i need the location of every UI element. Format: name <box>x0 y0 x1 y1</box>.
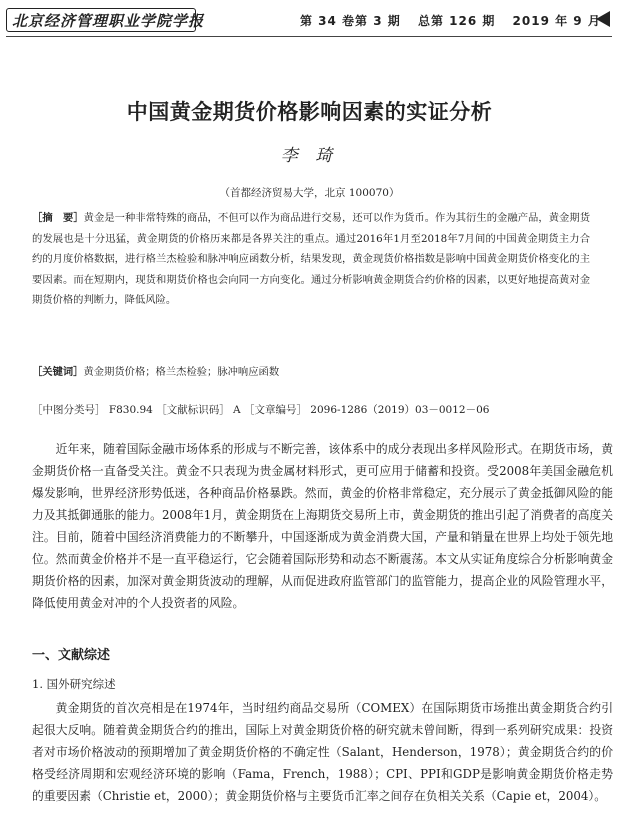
issue-info <box>300 12 613 29</box>
header-divider <box>6 36 612 37</box>
abstract <box>32 208 590 311</box>
journal-name: 北京经济管理职业学院学报 <box>12 12 205 30</box>
abstract-text: 黄金是一种非常特殊的商品，不但可以作为商品进行交易，还可以作为货币。作为其衍生的金融产品，黄金期货的发展也是十分迅猛，黄金期货的价格历来都是各界关注的重点。通过2016年1月至2018年7月间的中国黄金期货主力合约的月度价格数据，进行格兰杰检验和脉冲响应函数分析，结果发现，黄金现货价格指数是影响中国黄金期货价格变化的主要因素。而在短期内，现货和期货价格也会向同一方向变化。通过分析影响黄金期货合约价格的因素，以更好地提高黄对金期货价格的判断力，降低风险。 <box>32 212 590 306</box>
keywords-text: 黄金期货价格；格兰杰检验；脉冲响应函数 <box>83 366 280 378</box>
abstract-label: ［摘 要］ <box>32 212 84 224</box>
date: 2019 年 9 月 <box>512 14 601 28</box>
section-heading: 一、文献综述 <box>32 648 111 663</box>
keywords <box>32 362 590 383</box>
paper-title: 中国黄金期货价格影响因素的实证分析 <box>126 100 493 124</box>
page-header <box>0 0 619 40</box>
body-paragraph-1: 近年来，随着国际金融市场体系的形成与不断完善，该体系中的成分表现出多样风险形式。在期货市场，黄金期货价格一直备受关注。黄金不只表现为贵金属材料形式，更可应用于储蓄和投资。受2008年美国金融危机爆发影响，世界经济形势低迷，各种商品价格暴跌。然而，黄金的价格非常稳定，充分展示了黄金抵御风险的能力及其抵御通胀的能力。2008年1月，黄金期货在上海期货交易所上市，黄金期货的推出引起了消费者的高度关注。目前，随着中国经济消费能力的不断攀升，中国逐渐成为黄金消费大国，产量和销量在世界上均处于领先地位。然而黄金价格并不是一直平稳运行，它会随着国际形势和动态不断震荡。本文从实证角度综合分析影响黄金期货价格的因素，加深对黄金期货波动的理解，从而促进政府监管部门的监管能力，提高企业的风险管理水平，降低使用黄金对冲的个人投资者的风险。 <box>32 442 613 610</box>
body-paragraph-2: 黄金期货的首次亮相是在1974年，当时纽约商品交易所（COMEX）在国际期货市场推出黄金期货合约引起很大反响。随着黄金期货合约的推出，国际上对黄金期货价格的研究就未曾间断，得到一系列研究成果：投资者对市场价格波动的预期增加了黄金期货价格的不确定性（Salant，Henderson，1978）；黄金期货合约的价格受经济周期和宏观经济环境的影响（Fama，French，1988）；CPI、PPI和GDP是影响黄金期货价格走势的重要因素（Christie et，2000）；黄金期货价格与主要货币汇率之间存在负相关关系（Capie et，2004）。 <box>32 701 613 803</box>
author: 李 琦 <box>280 146 339 166</box>
affiliation: （首都经济贸易大学，北京 100070） <box>219 187 400 199</box>
triangle-marker-icon <box>596 11 610 27</box>
volume: 第 34 卷第 3 期 <box>300 14 401 28</box>
classification-line: ［中图分类号］ F830.94 ［文献标识码］ A ［文章编号］ 2096-1286（2019）03－0012－06 <box>32 404 490 416</box>
subsection-heading: 1. 国外研究综述 <box>32 677 116 691</box>
keywords-label: ［关键词］ <box>32 366 84 378</box>
total-issue: 总第 126 期 <box>417 14 496 28</box>
